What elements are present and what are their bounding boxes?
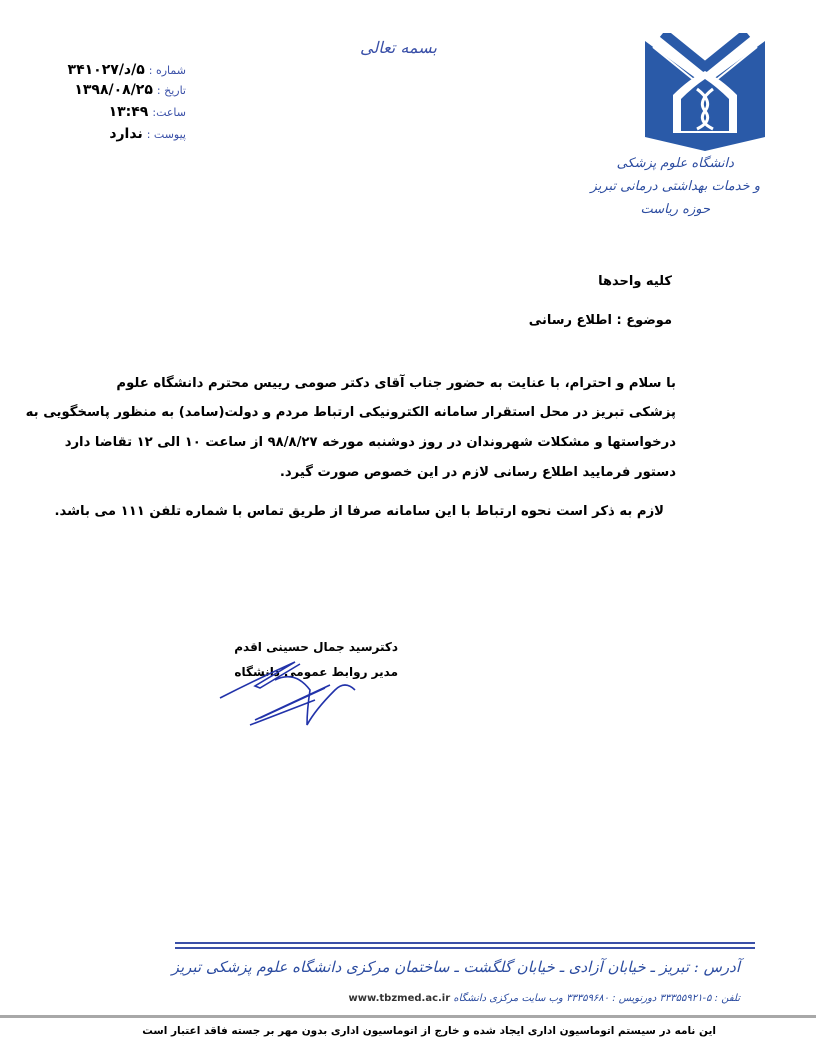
footer-gray-divider bbox=[0, 1015, 816, 1018]
footer-phone-fax: تلفن : ۵-۳۳۳۵۵۹۲۱ دورنویس : ۳۳۳۵۹۶۸۰ وب سایت مرکزی دانشگاه bbox=[453, 993, 740, 1004]
letter-date-row bbox=[74, 82, 186, 98]
bismillah-heading: بسمه تعالی bbox=[360, 38, 437, 57]
body-line: پزشکی تبریز در محل استقرار سامانه الکترونیکی ارتباط مردم و دولت(سامد) به منظور پاسخگویی به bbox=[25, 405, 676, 420]
university-logo-icon bbox=[643, 33, 767, 151]
letter-number-row bbox=[68, 62, 186, 78]
footer-address: آدرس : تبریز ـ خیابان آزادی ـ خیابان گلگشت ـ ساختمان مرکزی دانشگاه علوم پزشکی تبریز bbox=[171, 958, 740, 976]
body-line: با سلام و احترام، با عنایت به حضور جناب آقای دکتر صومی رییس محترم دانشگاه علوم bbox=[116, 376, 676, 391]
body-note: لازم به ذکر است نحوه ارتباط با این سامانه صرفا از طریق تماس با شماره تلفن ۱۱۱ می باشد. bbox=[54, 504, 664, 519]
university-name-logo-text bbox=[591, 152, 760, 221]
logo-line-2: و خدمات بهداشتی درمانی تبریز bbox=[590, 179, 760, 194]
letter-date-value: ۱۳۹۸/۰۸/۲۵ bbox=[74, 82, 153, 98]
signatory-title: مدیر روابط عمومی دانشگاه bbox=[234, 665, 398, 679]
footer-divider bbox=[175, 947, 755, 949]
attachment-row bbox=[109, 126, 186, 142]
footer-divider bbox=[175, 942, 755, 944]
logo-line-1: دانشگاه علوم پزشکی bbox=[616, 156, 734, 171]
letter-time-label: ساعت: bbox=[152, 106, 186, 119]
attachment-label: پیوست : bbox=[146, 128, 186, 141]
recipient: کلیه واحدها bbox=[598, 274, 672, 289]
footer-website-link[interactable]: www.tbzmed.ac.ir bbox=[348, 993, 451, 1004]
letter-time-row bbox=[109, 104, 186, 120]
letter-number-value: ۵/د/۳۴۱۰۲۷ bbox=[67, 62, 145, 78]
handwritten-signature-icon bbox=[215, 650, 415, 730]
signatory-name: دکترسید جمال حسینی اقدم bbox=[234, 640, 398, 654]
logo-line-3: حوزه ریاست bbox=[640, 202, 710, 217]
footer-contact bbox=[349, 993, 740, 1004]
footer-disclaimer: این نامه در سیستم اتوماسیون اداری ایجاد شده و خارج از اتوماسیون اداری بدون مهر بر جسته فاقد اعتبار است bbox=[142, 1025, 716, 1037]
subject: موضوع : اطلاع رسانی bbox=[528, 313, 672, 328]
attachment-value: ندارد bbox=[109, 126, 143, 142]
body-line: دستور فرمایید اطلاع رسانی لازم در این خصوص صورت گیرد. bbox=[279, 465, 676, 480]
letter-number-label: شماره : bbox=[148, 64, 186, 77]
letter-date-label: تاریخ : bbox=[156, 84, 186, 97]
letter-time-value: ۱۳:۴۹ bbox=[108, 104, 149, 120]
body-line: درخواستها و مشکلات شهروندان در روز دوشنبه مورخه ۹۸/۸/۲۷ از ساعت ۱۰ الی ۱۲ تقاضا دارد bbox=[64, 435, 676, 450]
